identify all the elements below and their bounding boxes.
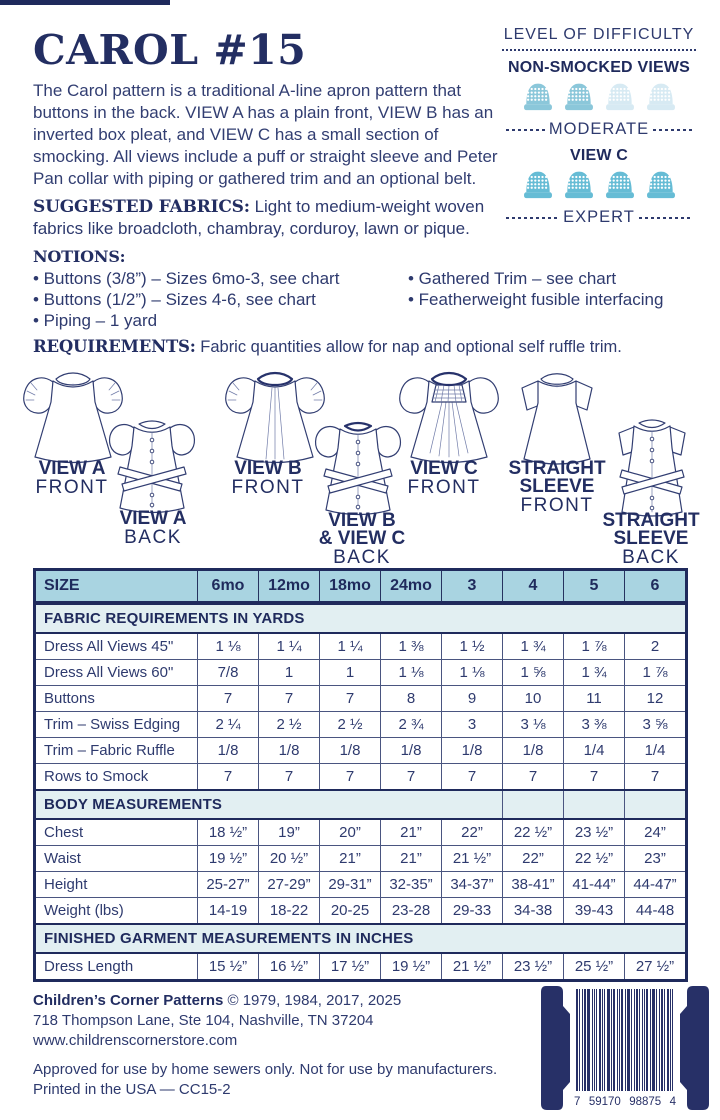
value-cell: 1 ⅛ <box>380 660 441 685</box>
page-title: CAROL #15 <box>33 26 307 74</box>
view-label-line: FRONT <box>407 477 481 498</box>
value-cell: 7 <box>258 764 319 789</box>
value-cell: 1 ⅛ <box>197 634 258 659</box>
row-label-cell: Height <box>44 876 88 893</box>
value-cell: 21” <box>380 846 441 871</box>
size-table <box>33 568 688 982</box>
view-c-front-drawing <box>386 369 512 472</box>
barcode-digit-group: 4 <box>669 1096 676 1108</box>
value-cell: 1 <box>258 660 319 685</box>
view-a-back-label <box>98 510 208 547</box>
size-header-cell: SIZE <box>44 577 80 594</box>
section-header-label: BODY MEASUREMENTS <box>44 796 223 813</box>
footer <box>33 991 523 1100</box>
value-cell: 1 ¼ <box>258 634 319 659</box>
value-cell: 17 ½” <box>319 954 380 979</box>
value-cell: 1 ⅝ <box>502 660 563 685</box>
difficulty-caption: MODERATE <box>548 120 650 138</box>
value-cell: 7 <box>319 764 380 789</box>
value-cell: 1 ¾ <box>502 634 563 659</box>
value-cell: 19 ½” <box>380 954 441 979</box>
pattern-description: The Carol pattern is a traditional A-line apron pattern that buttons in the back. VIEW A has a plain front, VIEW B has an inverted box pleat, and VIEW C has a small section of smocking. All views include a puff or straight sleeve and Peter Pan collar with piping or gathered trim and an optional belt. <box>33 81 498 188</box>
size-column-header: 18mo <box>319 571 380 601</box>
value-cell: 21” <box>380 820 441 845</box>
value-cell: 20-25 <box>319 898 380 923</box>
value-cell: 7 <box>563 764 624 789</box>
barcode-digit-group: 59170 <box>588 1096 621 1108</box>
value-cell: 22” <box>441 820 502 845</box>
print-edge-mark <box>0 0 170 5</box>
value-cell: 39-43 <box>563 898 624 923</box>
value-cell: 3 ⅛ <box>502 712 563 737</box>
value-cell: 44-47” <box>624 872 685 897</box>
thimble-icon <box>602 168 638 204</box>
row-label-cell: Dress All Views 45" <box>44 638 174 655</box>
approval-note: Approved for use by home sewers only. Not for use by manufacturers. <box>33 1061 498 1078</box>
suggested-fabrics <box>33 196 511 240</box>
suggested-fabrics-label: SUGGESTED FABRICS: <box>33 197 250 217</box>
difficulty-caption: EXPERT <box>563 208 635 226</box>
value-cell: 1 ¾ <box>563 660 624 685</box>
publisher-website: www.childrenscornerstore.com <box>33 1032 238 1049</box>
view-b-front-label <box>212 460 324 497</box>
difficulty-group-label: VIEW C <box>569 147 629 164</box>
value-cell: 9 <box>441 686 502 711</box>
printed-note: Printed in the USA — CC15-2 <box>33 1081 231 1098</box>
value-cell: 1 ⅞ <box>624 660 685 685</box>
difficulty-caption-row <box>502 208 696 227</box>
view-label-line: VIEW B <box>234 458 302 479</box>
value-cell: 1/8 <box>502 738 563 763</box>
notion-item: • Buttons (1/2”) – Sizes 4-6, see chart <box>33 290 316 309</box>
row-label-cell: Buttons <box>44 690 95 707</box>
value-cell: 1 ¼ <box>319 634 380 659</box>
table-row <box>36 763 685 789</box>
spool-flange-right-icon <box>678 984 712 1112</box>
difficulty-panel <box>502 26 696 227</box>
value-cell: 25-27” <box>197 872 258 897</box>
section-header-label: FABRIC REQUIREMENTS IN YARDS <box>44 610 305 627</box>
value-cell: 1/8 <box>380 738 441 763</box>
row-label-cell: Trim – Fabric Ruffle <box>44 742 175 759</box>
table-row <box>36 685 685 711</box>
difficulty-caption-row <box>502 120 696 139</box>
value-cell: 32-35” <box>380 872 441 897</box>
value-cell: 22” <box>502 846 563 871</box>
thimble-icon <box>602 80 638 116</box>
value-cell: 18 ½” <box>197 820 258 845</box>
value-cell: 19” <box>258 820 319 845</box>
difficulty-title: LEVEL OF DIFFICULTY <box>502 26 696 51</box>
notions-label: NOTIONS: <box>33 247 126 266</box>
dash-line <box>506 129 545 131</box>
value-cell: 22 ½” <box>502 820 563 845</box>
size-column-header: 3 <box>441 571 502 601</box>
value-cell: 19 ½” <box>197 846 258 871</box>
value-cell: 10 <box>502 686 563 711</box>
view-label-line: FRONT <box>231 477 305 498</box>
view-label-line: SLEEVE <box>519 476 595 497</box>
value-cell: 41-44” <box>563 872 624 897</box>
thimble-icon <box>520 80 556 116</box>
value-cell: 3 ⅜ <box>563 712 624 737</box>
row-label-cell: Dress All Views 60" <box>44 664 174 681</box>
value-cell: 21 ½” <box>441 954 502 979</box>
publisher-line <box>33 991 523 1011</box>
requirements-text: Fabric quantities allow for nap and optional self ruffle trim. <box>195 338 622 356</box>
size-column-header: 5 <box>563 571 624 601</box>
dash-line <box>506 217 559 219</box>
notion-item: • Featherweight fusible interfacing <box>408 290 664 309</box>
value-cell: 21” <box>319 846 380 871</box>
notions-right <box>408 268 708 310</box>
table-row <box>36 954 685 979</box>
table-row <box>36 711 685 737</box>
barcode <box>538 984 712 1112</box>
value-cell: 23-28 <box>380 898 441 923</box>
value-cell: 29-31” <box>319 872 380 897</box>
table-header-row <box>36 571 685 603</box>
value-cell: 12 <box>624 686 685 711</box>
section-header-row <box>36 603 685 634</box>
value-cell: 3 <box>441 712 502 737</box>
value-cell: 1/8 <box>258 738 319 763</box>
value-cell: 44-48 <box>624 898 685 923</box>
value-cell: 22 ½” <box>563 846 624 871</box>
barcode-digit-group: 98875 <box>629 1096 662 1108</box>
requirements-label: REQUIREMENTS: <box>33 337 196 356</box>
table-row <box>36 820 685 845</box>
row-label-cell: Trim – Swiss Edging <box>44 716 181 733</box>
notion-item: • Piping – 1 yard <box>33 311 158 330</box>
thimble-icon <box>520 168 556 204</box>
value-cell: 7 <box>441 764 502 789</box>
value-cell: 18-22 <box>258 898 319 923</box>
straight-sleeve-front-label <box>500 460 614 515</box>
value-cell: 23” <box>624 846 685 871</box>
value-cell: 23 ½” <box>563 820 624 845</box>
size-column-header: 6mo <box>197 571 258 601</box>
value-cell: 7 <box>380 764 441 789</box>
view-label-line: VIEW C <box>410 458 478 479</box>
value-cell: 7 <box>197 764 258 789</box>
copyright-years: © 1979, 1984, 2017, 2025 <box>223 992 402 1009</box>
value-cell: 8 <box>380 686 441 711</box>
view-label-line: BACK <box>124 527 182 548</box>
requirements <box>33 337 693 357</box>
value-cell: 25 ½” <box>563 954 624 979</box>
table-row <box>36 897 685 923</box>
table-row <box>36 845 685 871</box>
table-row <box>36 634 685 659</box>
value-cell: 15 ½” <box>197 954 258 979</box>
value-cell: 1 ⅛ <box>441 660 502 685</box>
size-column-header: 4 <box>502 571 563 601</box>
view-label-line: BACK <box>333 547 391 568</box>
size-column-header: 24mo <box>380 571 441 601</box>
value-cell: 1/8 <box>319 738 380 763</box>
thimble-icon <box>561 80 597 116</box>
row-label-cell: Rows to Smock <box>44 768 149 785</box>
row-label-cell: Waist <box>44 850 81 867</box>
value-cell: 7 <box>197 686 258 711</box>
barcode-bars <box>576 989 674 1091</box>
thimble-rating <box>502 168 696 206</box>
value-cell: 29-33 <box>441 898 502 923</box>
value-cell: 7 <box>258 686 319 711</box>
spool-flange-left-icon <box>538 984 572 1112</box>
thimble-icon <box>643 168 679 204</box>
dash-line <box>639 217 692 219</box>
view-b-and-c-back-label <box>304 512 420 567</box>
view-label-line: VIEW A <box>119 508 187 529</box>
section-header-row <box>36 789 685 820</box>
thimble-icon <box>643 80 679 116</box>
value-cell: 24” <box>624 820 685 845</box>
value-cell: 2 <box>624 634 685 659</box>
table-row <box>36 871 685 897</box>
value-cell: 3 ⅝ <box>624 712 685 737</box>
value-cell: 7 <box>319 686 380 711</box>
publisher-name: Children’s Corner Patterns <box>33 992 224 1009</box>
value-cell: 20” <box>319 820 380 845</box>
difficulty-group-label: NON-SMOCKED VIEWS <box>507 59 691 76</box>
value-cell: 1/4 <box>563 738 624 763</box>
value-cell: 1 <box>319 660 380 685</box>
value-cell: 11 <box>563 686 624 711</box>
value-cell: 2 ¼ <box>197 712 258 737</box>
view-label-line: FRONT <box>35 477 109 498</box>
dash-line <box>653 129 692 131</box>
value-cell: 1/4 <box>624 738 685 763</box>
value-cell: 27 ½” <box>624 954 685 979</box>
size-column-header: 12mo <box>258 571 319 601</box>
value-cell: 27-29” <box>258 872 319 897</box>
value-cell: 14-19 <box>197 898 258 923</box>
section-header-row <box>36 923 685 954</box>
thimble-rating <box>502 80 696 118</box>
view-c-front-label <box>388 460 500 497</box>
suggested-fabrics-text: Light to medium-weight woven fabrics like broadcloth, chambray, corduroy, lawn or pique. <box>33 197 485 238</box>
view-label-line: & VIEW C <box>318 528 406 549</box>
notion-item: • Buttons (3/8”) – Sizes 6mo-3, see chart <box>33 269 340 288</box>
notion-item: • Gathered Trim – see chart <box>408 269 617 288</box>
publisher-address: 718 Thompson Lane, Ste 104, Nashville, TN 37204 <box>33 1012 374 1029</box>
view-label-line: STRAIGHT <box>508 458 606 479</box>
value-cell: 7 <box>502 764 563 789</box>
value-cell: 2 ½ <box>319 712 380 737</box>
value-cell: 34-37” <box>441 872 502 897</box>
value-cell: 1/8 <box>197 738 258 763</box>
view-label-line: BACK <box>622 547 680 568</box>
value-cell: 7/8 <box>197 660 258 685</box>
value-cell: 38-41” <box>502 872 563 897</box>
view-label-line: SLEEVE <box>613 528 689 549</box>
view-label-line: STRAIGHT <box>602 510 700 531</box>
value-cell: 20 ½” <box>258 846 319 871</box>
view-label-line: VIEW A <box>38 458 106 479</box>
row-label-cell: Dress Length <box>44 958 134 975</box>
value-cell: 23 ½” <box>502 954 563 979</box>
value-cell: 1 ⅜ <box>380 634 441 659</box>
row-label-cell: Weight (lbs) <box>44 902 124 919</box>
straight-sleeve-back-label <box>592 512 710 567</box>
view-label-line: VIEW B <box>328 510 396 531</box>
size-column-header: 6 <box>624 571 685 601</box>
value-cell: 2 ¾ <box>380 712 441 737</box>
notions-left <box>33 268 403 331</box>
row-label-cell: Chest <box>44 824 84 841</box>
barcode-digit-group: 7 <box>574 1096 581 1108</box>
table-row <box>36 659 685 685</box>
section-header-label: FINISHED GARMENT MEASUREMENTS IN INCHES <box>44 930 414 947</box>
value-cell: 21 ½” <box>441 846 502 871</box>
thimble-icon <box>561 168 597 204</box>
value-cell: 7 <box>624 764 685 789</box>
table-row <box>36 737 685 763</box>
value-cell: 1 ⅞ <box>563 634 624 659</box>
view-label-line: FRONT <box>520 495 594 516</box>
view-a-front-label <box>14 460 130 497</box>
barcode-digits <box>574 1096 676 1108</box>
value-cell: 34-38 <box>502 898 563 923</box>
value-cell: 2 ½ <box>258 712 319 737</box>
value-cell: 16 ½” <box>258 954 319 979</box>
value-cell: 1/8 <box>441 738 502 763</box>
value-cell: 1 ½ <box>441 634 502 659</box>
